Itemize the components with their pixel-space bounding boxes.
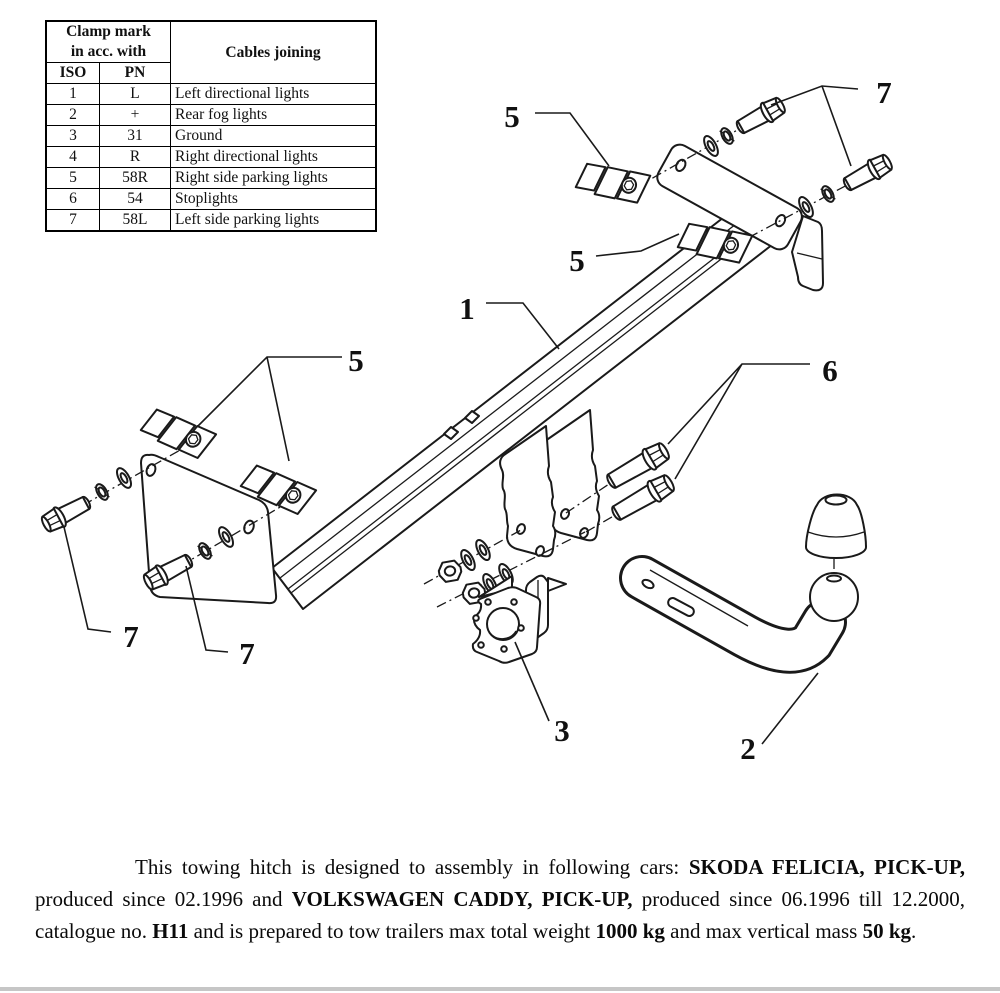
table-row — [46, 168, 376, 189]
clamp-mark-cell: 7 — [46, 210, 100, 232]
cable-joining-cell: Left directional lights — [171, 84, 377, 105]
clamp-mark-cell: R — [100, 147, 171, 168]
clamp-mark-cell: 58R — [100, 168, 171, 189]
pn-column-header: PN — [100, 63, 171, 84]
cable-clamp — [576, 149, 651, 215]
part-label-3: 3 — [554, 713, 570, 748]
clamp-mark-cell: + — [100, 105, 171, 126]
part-label-7b: 7 — [123, 619, 139, 654]
part-label-5b: 5 — [569, 243, 585, 278]
table-row — [46, 210, 376, 232]
towball — [641, 495, 866, 651]
clamp-mark-cell: 1 — [46, 84, 100, 105]
cable-joining-cell: Left side parking lights — [171, 210, 377, 232]
towball-arm — [642, 578, 824, 651]
part-label-7c: 7 — [239, 636, 255, 671]
cable-joining-cell: Right side parking lights — [171, 168, 377, 189]
clamp-mark-cell: 6 — [46, 189, 100, 210]
table-row — [46, 147, 376, 168]
clamp-mark-cell: 54 — [100, 189, 171, 210]
page-bottom-divider — [0, 987, 1000, 991]
clamp-mark-cell: 31 — [100, 126, 171, 147]
part-label-2: 2 — [740, 731, 756, 766]
cables-joining-header: Cables joining — [171, 21, 377, 84]
description-paragraph: This towing hitch is designed to assembly in following cars: SKODA FELICIA, PICK-UP, produced since 02.1996 and VOLKSWAGEN CADDY, PICK-UP, produced since 06.1996 till 12.2000, catalogue no. H11 and is prepared to tow trailers max total weight 1000 kg and max vertical mass 50 kg. — [35, 855, 966, 943]
clamp-mark-cell: 4 — [46, 147, 100, 168]
part-label-6: 6 — [822, 353, 838, 388]
lock-washer — [719, 126, 735, 146]
cable-joining-cell: Right directional lights — [171, 147, 377, 168]
hex-bolt — [39, 492, 94, 535]
clamp-mark-cell: L — [100, 84, 171, 105]
clamp-mark-cell: 3 — [46, 126, 100, 147]
fold-flap — [548, 578, 566, 591]
clamp-table-wrap — [45, 20, 377, 232]
hex-nut — [438, 560, 463, 583]
washer — [473, 538, 492, 562]
cable-joining-cell: Rear fog lights — [171, 105, 377, 126]
part-label-5a: 5 — [504, 99, 520, 134]
clamp-mark-cell: 58L — [100, 210, 171, 232]
lock-washer — [94, 482, 111, 501]
clamp-mark-cell: 2 — [46, 105, 100, 126]
cable-joining-cell: Stoplights — [171, 189, 377, 210]
table-row — [46, 126, 376, 147]
part-label-1: 1 — [459, 291, 475, 326]
clamp-mark-header: Clamp mark in acc. with — [46, 21, 171, 63]
part-label-7a: 7 — [876, 75, 892, 110]
washer — [701, 134, 720, 158]
table-row — [46, 105, 376, 126]
clamp-mark-cell: 5 — [46, 168, 100, 189]
clamp-table — [45, 20, 377, 232]
iso-column-header: ISO — [46, 63, 100, 84]
lock-washer — [820, 184, 836, 204]
part-label-5c: 5 — [348, 343, 364, 378]
clamp-table-body — [46, 84, 376, 232]
table-row — [46, 189, 376, 210]
cable-joining-cell: Ground — [171, 126, 377, 147]
bolt-set-middle — [603, 440, 677, 525]
table-row — [46, 84, 376, 105]
